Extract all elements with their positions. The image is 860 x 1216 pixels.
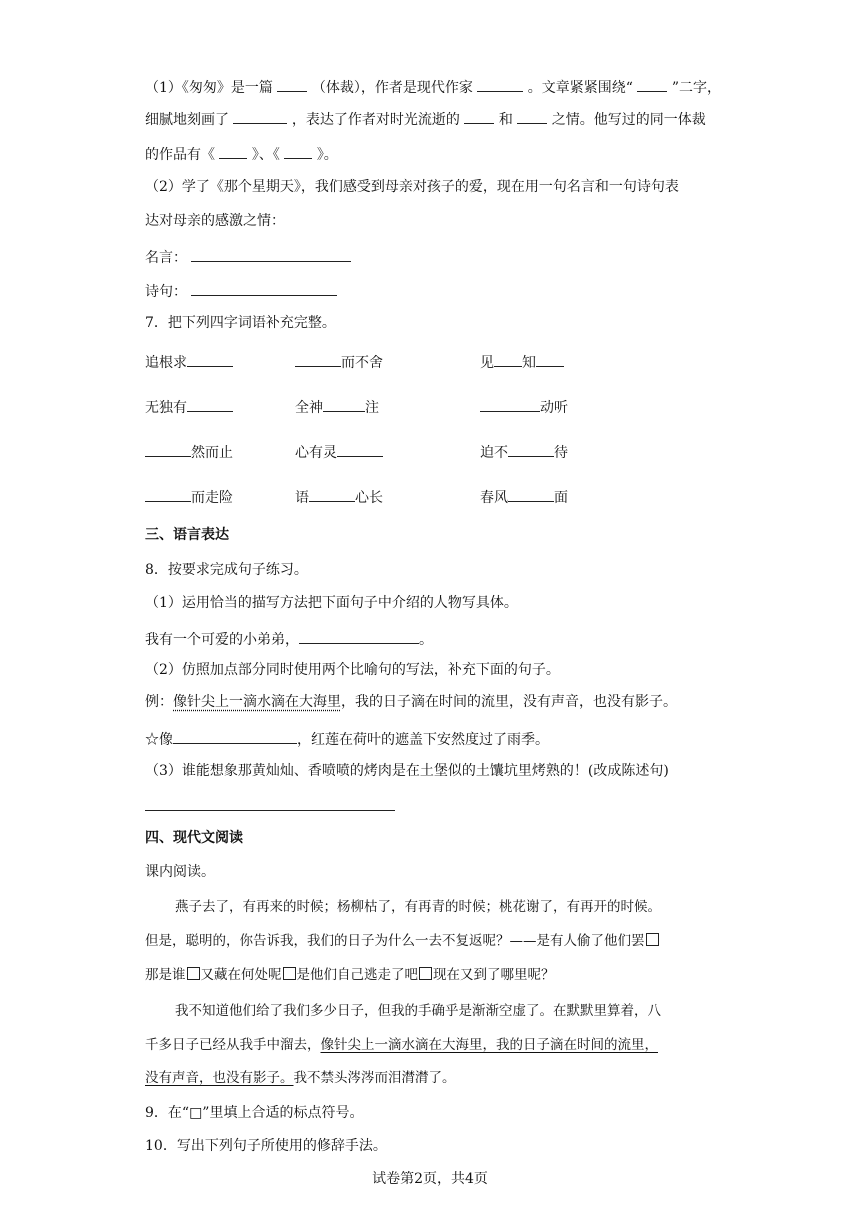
fill-blank[interactable] xyxy=(323,396,365,412)
punctuation-box[interactable] xyxy=(283,967,296,980)
q6-text: 之情。他写过的同一体裁 xyxy=(551,112,706,128)
idiom-cell xyxy=(295,351,383,372)
q6-line-2 xyxy=(145,108,706,129)
q6-line-3 xyxy=(145,143,338,164)
q6-text: 和 xyxy=(498,112,513,128)
idiom-text: 而不舍 xyxy=(341,355,383,371)
q6-line-1 xyxy=(145,76,721,97)
q6-text: 细腻地刻画了 xyxy=(145,112,229,128)
idiom-text: 面 xyxy=(554,490,568,506)
passage-p1-l2 xyxy=(145,932,660,950)
q6-part2-line-2: 达对母亲的感激之情： xyxy=(145,213,285,229)
q6-text: ，表达了作者对时光流逝的 xyxy=(291,112,460,128)
passage-text: 千多日子已经从我手中溜去， xyxy=(145,1037,321,1053)
dotted-emphasis: 像针尖上一滴水滴在大海里 xyxy=(173,694,341,710)
q8-sub-2: （2）仿照加点部分同时使用两个比喻句的写法，补充下面的句子。 xyxy=(145,662,560,678)
fill-blank[interactable] xyxy=(480,396,540,412)
shiju-blank[interactable] xyxy=(191,280,337,296)
idiom-text: 知 xyxy=(522,355,536,371)
idiom-cell xyxy=(145,396,233,417)
example-text: ，我的日子滴在时间的流里，没有声音，也没有影子。 xyxy=(341,694,677,710)
passage-p2-l3 xyxy=(145,1069,456,1087)
idiom-cell xyxy=(145,441,233,462)
mingyan-label: 名言： xyxy=(145,250,187,266)
idiom-text: 追根求 xyxy=(145,355,187,371)
fill-blank[interactable] xyxy=(219,143,247,159)
fill-blank[interactable] xyxy=(173,728,297,744)
fill-blank[interactable] xyxy=(295,351,341,367)
fill-blank[interactable] xyxy=(309,486,355,502)
idiom-cell xyxy=(480,486,568,507)
idiom-text: 心长 xyxy=(355,490,383,506)
idiom-cell xyxy=(480,441,568,462)
reading-label: 课内阅读。 xyxy=(145,864,215,880)
idiom-cell xyxy=(295,396,379,417)
q6-text: （体裁），作者是现代作家 xyxy=(311,80,473,96)
passage-text: 我不禁头涔涔而泪潸潸了。 xyxy=(293,1070,456,1086)
fill-blank[interactable] xyxy=(637,76,667,92)
underlined-sentence: 像针尖上一滴水滴在大海里，我的日子滴在时间的流里， xyxy=(320,1037,658,1053)
punctuation-box[interactable] xyxy=(646,933,659,946)
passage-text: 那是谁 xyxy=(145,967,186,983)
passage-p2-l1: 我不知道他们给了我们多少日子，但我的手确乎是渐渐空虚了。在默默里算着，八 xyxy=(175,1003,661,1019)
q9-title: 9．在“□”里填上合适的标点符号。 xyxy=(145,1105,364,1121)
section-4-heading: 四、现代文阅读 xyxy=(145,830,243,846)
q8-sub-1: （1）运用恰当的描写方法把下面句子中介绍的人物写具体。 xyxy=(145,595,518,611)
idiom-text: 注 xyxy=(365,400,379,416)
q6-part2-line-1: （2）学了《那个星期天》，我们感受到母亲对孩子的爱，现在用一句名言和一句诗句表 xyxy=(145,179,679,195)
q7-title: 7．把下列四字词语补充完整。 xyxy=(145,315,336,331)
fill-blank[interactable] xyxy=(494,351,522,367)
idiom-cell xyxy=(480,351,564,372)
q6-text: （1）《匆匆》是一篇 xyxy=(145,80,273,96)
sentence-text: 。 xyxy=(419,632,433,648)
fill-blank[interactable] xyxy=(233,108,287,124)
passage-text: 但是，聪明的，你告诉我，我们的日子为什么一去不复返呢？——是有人偷了他们罢 xyxy=(145,933,645,949)
idiom-text: 无独有 xyxy=(145,400,187,416)
q6-text: 》。 xyxy=(316,147,338,163)
fill-blank[interactable] xyxy=(517,108,547,124)
page-footer: 试卷第2页，共4页 xyxy=(372,1171,488,1187)
idiom-cell xyxy=(295,486,383,507)
fill-blank[interactable] xyxy=(187,351,233,367)
idiom-text: 动听 xyxy=(540,400,568,416)
idiom-text: 心有灵 xyxy=(295,445,337,461)
q8-sub-1-sentence xyxy=(145,628,433,649)
passage-text: 又藏在何处呢 xyxy=(200,967,282,983)
fill-blank[interactable] xyxy=(508,441,554,457)
fill-blank[interactable] xyxy=(277,76,307,92)
q6-text: 》、《 xyxy=(251,147,280,163)
idiom-text: 春风 xyxy=(480,490,508,506)
fill-blank[interactable] xyxy=(299,628,419,644)
idiom-text: 语 xyxy=(295,490,309,506)
q8-example xyxy=(145,693,677,711)
idiom-cell xyxy=(145,351,233,372)
idiom-cell xyxy=(295,441,383,462)
idiom-text: 然而止 xyxy=(191,445,233,461)
q8-sub-3: （3）谁能想象那黄灿灿、香喷喷的烤肉是在土堡似的土馕坑里烤熟的！(改成陈述句) xyxy=(145,763,669,779)
fill-blank[interactable] xyxy=(477,76,523,92)
q6-text: ”二字， xyxy=(671,80,721,96)
passage-p1-l3 xyxy=(145,966,555,984)
task-text: ，红莲在荷叶的遮盖下安然度过了雨季。 xyxy=(297,732,549,748)
mingyan-row xyxy=(145,246,351,267)
section-3-heading: 三、语言表达 xyxy=(145,527,229,543)
underlined-sentence: 没有声音，也没有影子。 xyxy=(145,1070,294,1086)
fill-blank[interactable] xyxy=(464,108,494,124)
q10-title: 10．写出下列句子所使用的修辞手法。 xyxy=(145,1138,387,1154)
fill-blank[interactable] xyxy=(536,351,564,367)
passage-text: 现在又到了哪里呢？ xyxy=(433,967,555,983)
fill-blank[interactable] xyxy=(187,396,233,412)
example-label: 例： xyxy=(145,694,173,710)
task-text: ☆像 xyxy=(145,732,173,748)
idiom-cell xyxy=(145,486,233,507)
fill-blank[interactable] xyxy=(337,441,383,457)
mingyan-blank[interactable] xyxy=(191,246,351,262)
fill-blank[interactable] xyxy=(145,441,191,457)
fill-blank[interactable] xyxy=(145,486,191,502)
passage-p1-l1: 燕子去了，有再来的时候；杨柳枯了，有再青的时候；桃花谢了，有再开的时候。 xyxy=(175,899,661,915)
idiom-text: 而走险 xyxy=(191,490,233,506)
fill-blank[interactable] xyxy=(284,143,312,159)
punctuation-box[interactable] xyxy=(187,967,200,980)
punctuation-box[interactable] xyxy=(419,967,432,980)
q6-text: 。文章紧紧围绕“ xyxy=(527,80,633,96)
q6-text: 的作品有《 xyxy=(145,147,215,163)
passage-text: 是他们自己逃走了吧 xyxy=(296,967,418,983)
idiom-text: 全神 xyxy=(295,400,323,416)
fill-blank[interactable] xyxy=(508,486,554,502)
q8-title: 8．按要求完成句子练习。 xyxy=(145,562,308,578)
shiju-row xyxy=(145,280,337,301)
idiom-text: 待 xyxy=(554,445,568,461)
answer-line[interactable] xyxy=(145,810,395,811)
q8-task xyxy=(145,728,549,749)
shiju-label: 诗句： xyxy=(145,284,187,300)
idiom-cell xyxy=(480,396,568,417)
idiom-text: 迫不 xyxy=(480,445,508,461)
sentence-text: 我有一个可爱的小弟弟， xyxy=(145,632,299,648)
idiom-text: 见 xyxy=(480,355,494,371)
passage-p2-l2 xyxy=(145,1036,658,1054)
